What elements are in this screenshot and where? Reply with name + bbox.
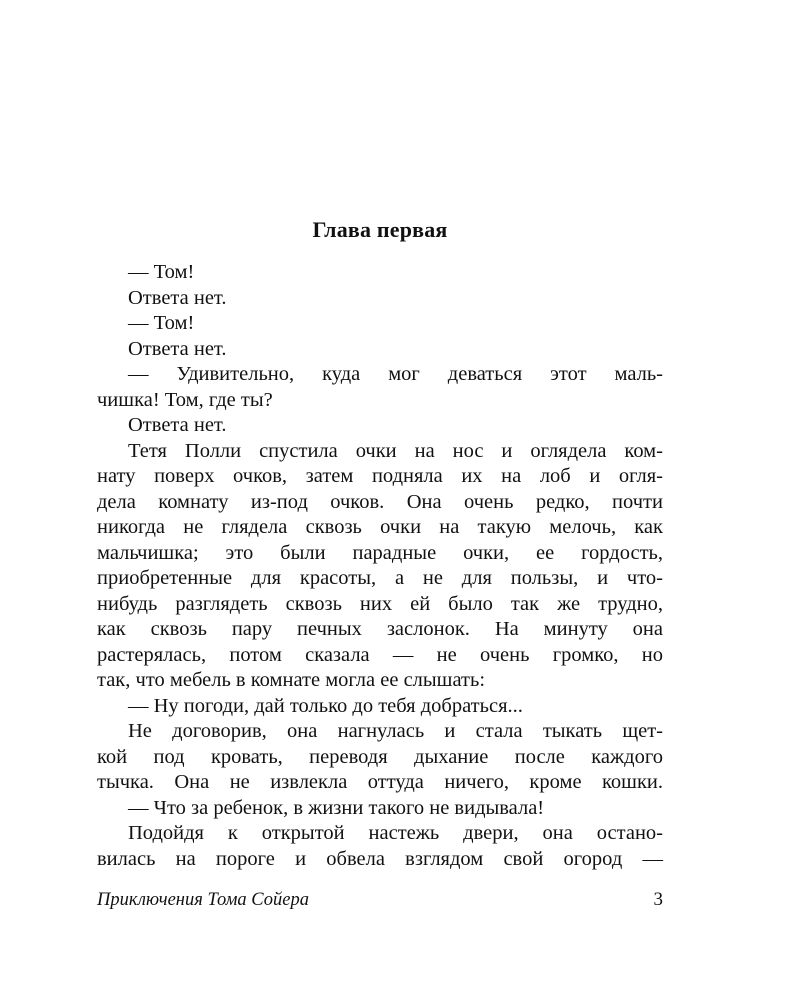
text-line: вилась на пороге и обвела взглядом свой огород — [97, 847, 663, 870]
text-line: — Что за ребенок, в жизни такого не видывала! [128, 796, 545, 819]
chapter-text [97, 260, 663, 872]
text-line: нату поверх очков, затем подняла их на лоб и огля- [97, 465, 663, 487]
text-line: тычка. Она не извлекла оттуда ничего, кроме кошки. [97, 771, 663, 793]
text-line: растерялась, потом сказала — не очень громко, но [97, 643, 663, 666]
text-line: — Ну погоди, дай только до тебя добраться... [128, 694, 523, 717]
text-line: нибудь разглядеть сквозь них ей было так же трудно, [97, 592, 663, 615]
text-line: Ответа нет. [128, 337, 227, 360]
text-line: Тетя Полли спустила очки на нос и оглядела ком- [128, 439, 663, 462]
text-line: так, что мебель в комнате могла ее слышать: [97, 669, 486, 691]
text-line: чишка! Том, где ты? [97, 388, 273, 411]
text-line: — Том! [128, 261, 195, 283]
text-line: кой под кровать, переводя дыхание после каждого [97, 745, 663, 768]
text-line: никогда не глядела сквозь очки на такую мелочь, как [97, 516, 663, 538]
text-line: приобретенные для красоты, а не для пользы, и что- [97, 567, 663, 589]
text-line: как сквозь пару печных заслонок. На минуту она [97, 618, 663, 640]
text-line: дела комнату из-под очков. Она очень редко, почти [97, 490, 663, 513]
text-line: мальчишка; это были парадные очки, ее гордость, [97, 541, 663, 564]
chapter-title: Глава первая [312, 217, 448, 242]
text-line: Ответа нет. [128, 414, 227, 436]
running-footer-title: Приключения Тома Сойера [97, 890, 309, 910]
text-line: — Удивительно, куда мог деваться этот маль- [128, 363, 663, 385]
text-line: Ответа нет. [128, 286, 227, 309]
page-number: 3 [653, 889, 663, 910]
text-line: Не договорив, она нагнулась и стала тыкать щет- [128, 720, 663, 742]
text-line: Подойдя к открытой настежь двери, она останo- [128, 822, 663, 844]
text-line: — Том! [128, 312, 195, 334]
